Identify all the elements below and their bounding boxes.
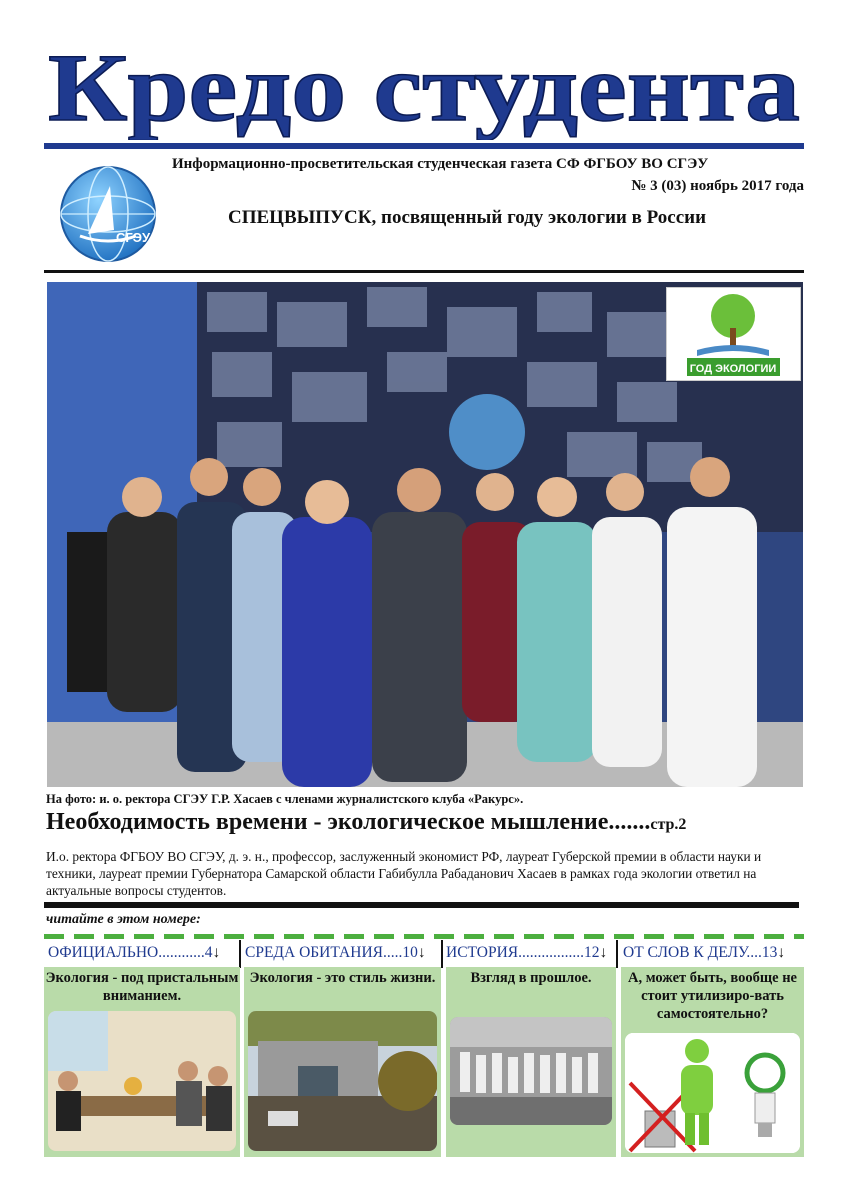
arrow-down-icon: ↓ — [599, 944, 608, 961]
lead-headline[interactable] — [46, 809, 686, 836]
panel-history[interactable] — [446, 967, 616, 1157]
panel-habitat[interactable] — [244, 967, 441, 1157]
svg-text:ГОД ЭКОЛОГИИ: ГОД ЭКОЛОГИИ — [689, 363, 777, 375]
section-link-habitat[interactable] — [245, 944, 426, 962]
university-logo — [58, 164, 158, 264]
recycling-illustration — [625, 1033, 800, 1153]
panel-title: Взгляд в прошлое. — [470, 970, 592, 986]
arrow-down-icon: ↓ — [212, 944, 221, 961]
special-issue-heading: СПЕЦВЫПУСК, посвященный году экологии в России — [228, 207, 707, 228]
headline-text: Необходимость времени - экологическое мышление....... — [46, 809, 651, 835]
dashed-divider — [44, 934, 804, 939]
newspaper-title: Кредо студента — [48, 34, 800, 140]
title-rule — [44, 143, 804, 149]
panel-title: А, может быть, вообще не стоит утилизиро-вать самостоятельно? — [628, 970, 797, 1022]
issue-number: № 3 (03) ноябрь 2017 года — [631, 178, 804, 194]
arrow-down-icon: ↓ — [777, 944, 786, 961]
section-label: ИСТОРИЯ.................12 — [446, 944, 600, 961]
section-link-official[interactable] — [48, 944, 220, 962]
arrow-down-icon: ↓ — [417, 944, 426, 961]
newspaper-subtitle: Информационно-просветительская студенческая газета СФ ФГБОУ ВО СГЭУ — [172, 156, 709, 172]
panel-title: Экология - это стиль жизни. — [249, 970, 436, 986]
garbage-photo — [248, 1011, 437, 1151]
ecology-year-badge — [666, 287, 801, 381]
historic-photo — [450, 1017, 612, 1125]
office-photo — [48, 1011, 236, 1151]
section-label: ОТ СЛОВ К ДЕЛУ....13 — [623, 944, 778, 961]
photo-caption: На фото: и. о. ректора СГЭУ Г.Р. Хасаев с членами журналистского клуба «Ракурс». — [46, 792, 524, 806]
section-link-history[interactable] — [446, 944, 607, 962]
section-label: СРЕДА ОБИТАНИЯ.....10 — [245, 944, 418, 961]
svg-text:СГЭУ: СГЭУ — [116, 230, 151, 245]
section-divider — [441, 940, 443, 968]
masthead — [0, 30, 849, 140]
panel-deeds[interactable] — [621, 967, 804, 1157]
panel-title: Экология - под пристальным вниманием. — [45, 970, 239, 1004]
section-label: ОФИЦИАЛЬНО............4 — [48, 944, 213, 961]
section-link-deeds[interactable] — [623, 944, 785, 962]
headline-page-ref: стр.2 — [650, 816, 687, 833]
lead-paragraph: И.о. ректора ФГБОУ ВО СГЭУ, д. э. н., профессор, заслуженный экономист РФ, лауреат Губерской премии в области науки и техники, лауреат премии Губернатора Самарской области Габибулла Рабаданович Хасаев в рамках года экологии ответил на актуальные вопросы студентов. — [46, 849, 762, 898]
contents-heading: читайте в этом номере: — [46, 912, 201, 927]
section-divider — [616, 940, 618, 968]
contents-rule — [44, 902, 799, 908]
section-divider — [239, 940, 241, 968]
panel-official[interactable] — [44, 967, 240, 1157]
header-rule — [44, 270, 804, 273]
